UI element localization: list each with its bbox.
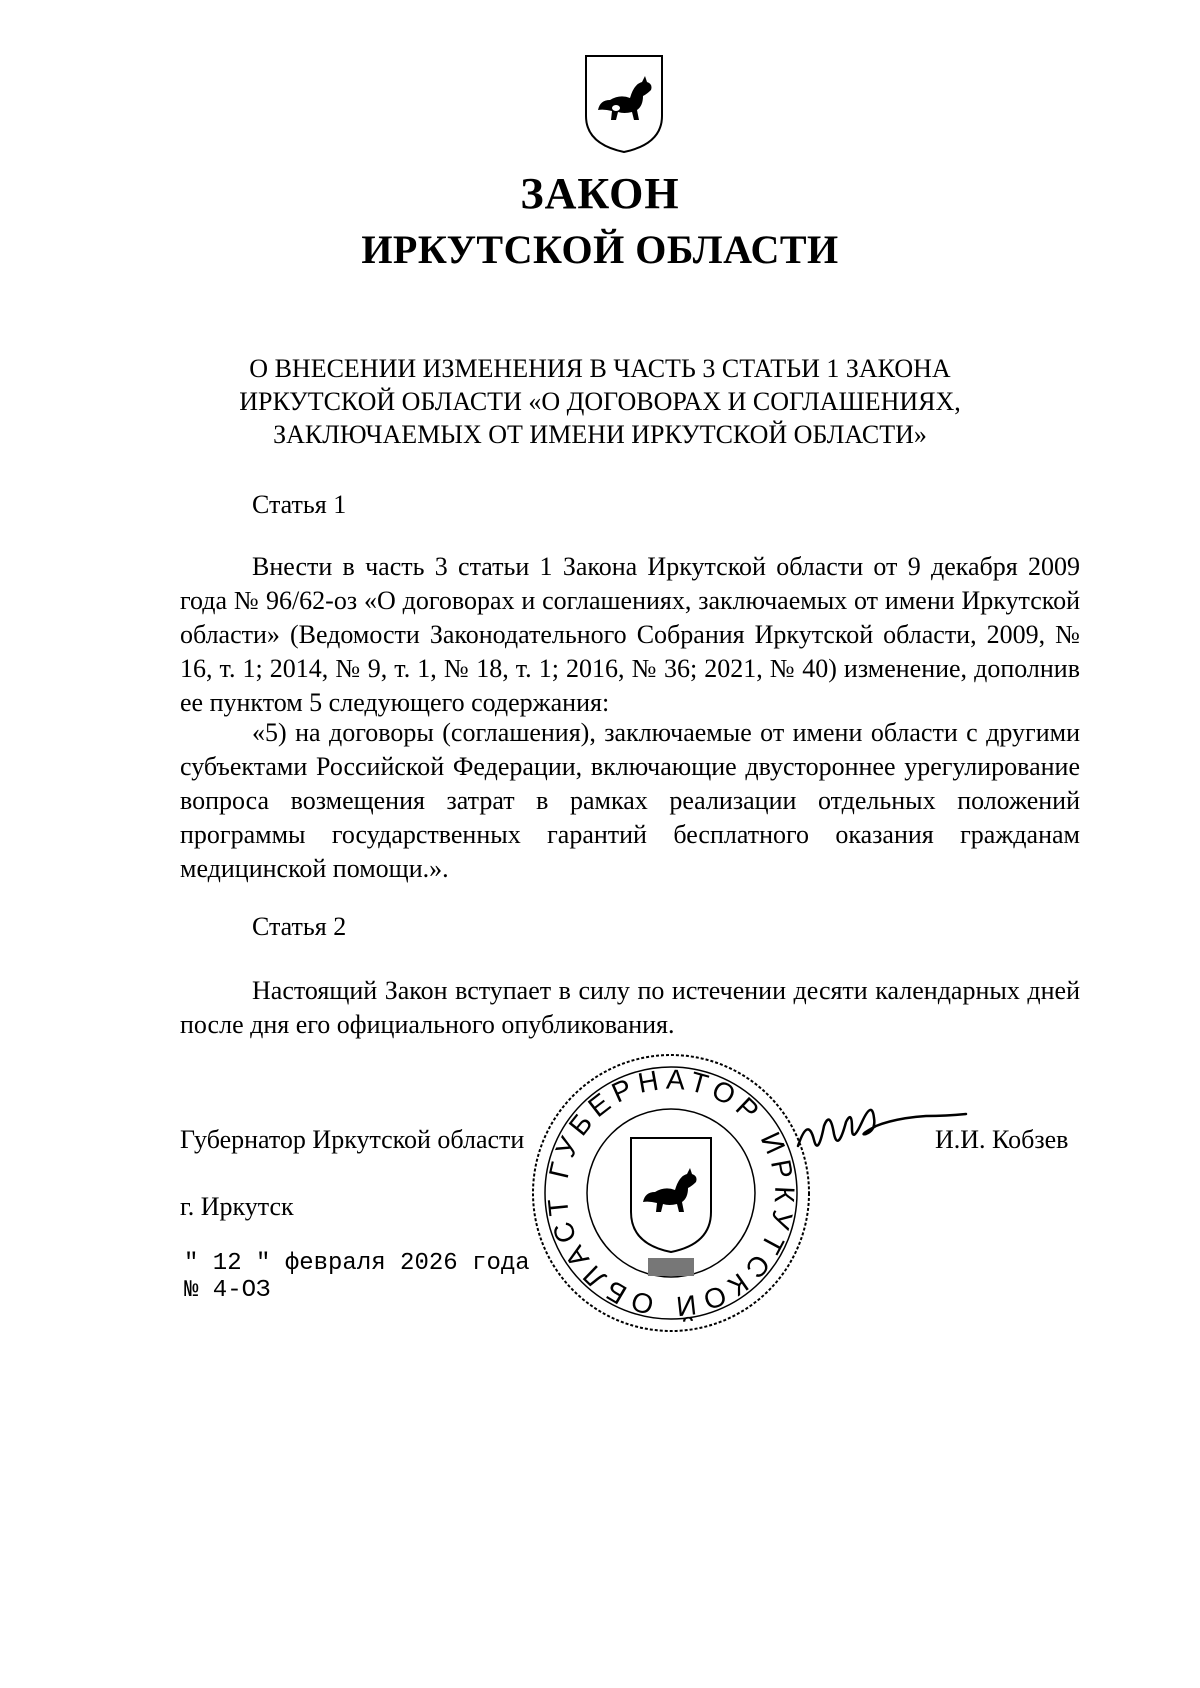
subject-line-1: О ВНЕСЕНИИ ИЗМЕНЕНИЯ В ЧАСТЬ 3 СТАТЬИ 1 ЗАКОНА [249,354,951,383]
signatory-position: Губернатор Иркутской области [180,1125,525,1154]
city: г. Иркутск [180,1192,294,1221]
signatory-name: И.И. Кобзев [935,1125,1069,1154]
document-subtitle: ИРКУТСКОЙ ОБЛАСТИ [361,227,839,272]
article-1-heading: Статья 1 [252,490,347,519]
svg-text:ГУБЕРНАТОР ИРКУТСКОЙ ОБЛАСТИ: ГУБЕРНАТОР ИРКУТСКОЙ ОБЛАСТ [541,1063,801,1323]
subject-line-3: ЗАКЛЮЧАЕМЫХ ОТ ИМЕНИ ИРКУТСКОЙ ОБЛАСТИ» [273,420,927,449]
law-number: № 4-ОЗ [184,1277,271,1304]
article-2-text [180,974,1080,1042]
signing-date: " 12 " февраля 2026 года [184,1250,530,1277]
article-1-text [180,550,1080,720]
official-seal-stamp [530,1052,812,1334]
law-subject [160,352,1040,451]
article-1-quote: «5) на договоры (соглашения), заключаемые от имени области с другими субъектами Российской Федерации, включающие двустороннее урегулирование вопроса возмещения затрат в рамках реализации отдельных положений программы государственных гарантий бесплатного оказания гражданам медицинской помощи.». [180,718,1080,883]
subject-line-2: ИРКУТСКОЙ ОБЛАСТИ «О ДОГОВОРАХ И СОГЛАШЕНИЯХ, [239,387,961,416]
document-title: ЗАКОН [520,169,680,218]
article-1-body: Внести в часть 3 статьи 1 Закона Иркутской области от 9 декабря 2009 года № 96/62-оз «О договорах и соглашениях, заключаемых от имени Иркутской области» (Ведомости Законодательного Собрания Иркутской области, 2009, № 16, т. 1; 2014, № 9, т. 1, № 18, т. 1; 2016, № 36; 2021, № 40) изменение, дополнив ее пунктом 5 следующего содержания: [180,552,1080,717]
coat-of-arms-icon [582,52,666,156]
article-2-body: Настоящий Закон вступает в силу по истечении десяти календарных дней после дня его официального опубликования. [180,976,1080,1039]
article-2-heading: Статья 2 [252,912,347,941]
article-1-quote-block [180,716,1080,886]
